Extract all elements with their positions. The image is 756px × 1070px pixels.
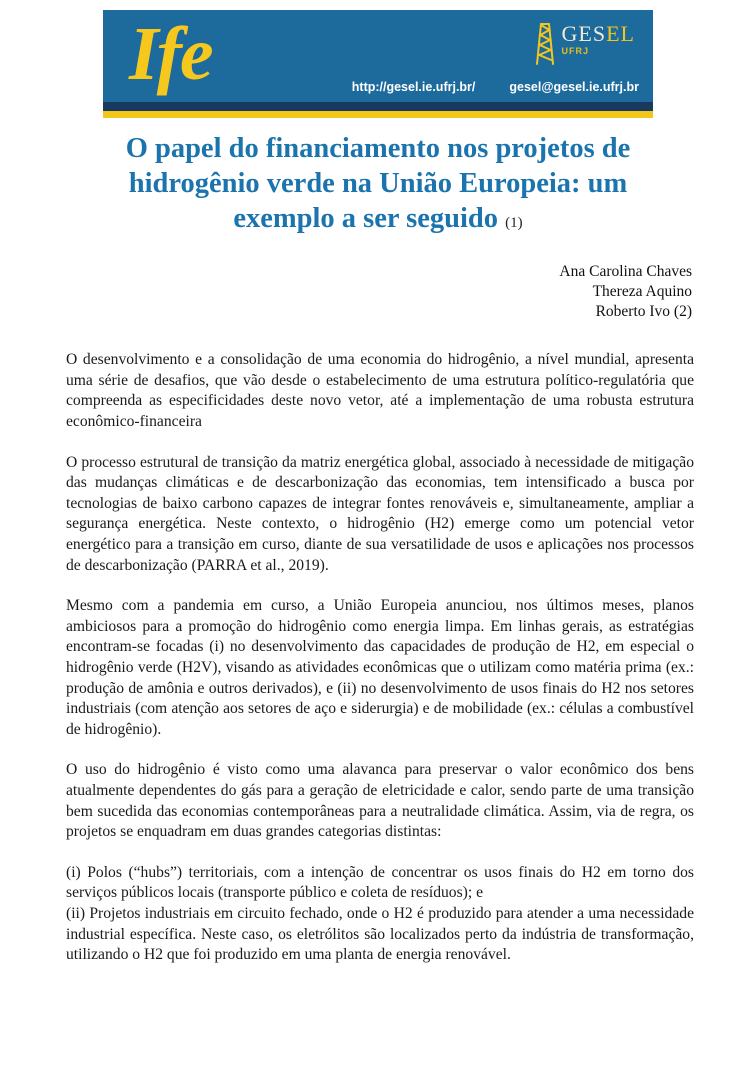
article-title [78, 132, 678, 236]
ife-logo: Ife [129, 12, 212, 96]
article-body [66, 350, 694, 965]
list-item-ii: (ii) Projetos industriais em circuito fechado, onde o H2 é produzido para atender a uma necessidade industrial específica. Neste caso, os eletrólitos são localizados perto da indústria de transformação, utilizando o H2 que foi produzido em uma planta de energia renovável. [66, 904, 694, 964]
page-header [0, 10, 756, 118]
list-item-i: (i) Polos (“hubs”) territoriais, com a intenção de concentrar os usos finais do H2 em torno dos serviços públicos locais (transporte público e coleta de resíduos); e [66, 863, 694, 902]
gesel-name [562, 22, 635, 46]
paragraph-1: O desenvolvimento e a consolidação de uma economia do hidrogênio, a nível mundial, apresenta uma série de desafios, que vão desde o estabelecimento de uma estrutura político-regulatória que compreenda as especificidades deste novo vetor, até a implementação de uma robusta estrutura econômico-financeira [66, 351, 694, 431]
authors-block [0, 262, 692, 322]
author-name: Thereza Aquino [592, 283, 692, 301]
author-name: Roberto Ivo (2) [595, 303, 692, 321]
gold-divider [103, 111, 653, 118]
ife-banner [103, 10, 653, 111]
email-link[interactable]: gesel@gesel.ie.ufrj.br [509, 80, 639, 94]
title-footnote-marker: (1) [505, 214, 523, 231]
header-links [103, 80, 639, 94]
gesel-name-part2: EL [606, 21, 635, 46]
gesel-logo [534, 22, 635, 66]
article-title-text: O papel do financiamento nos projetos de hidrogênio verde na União Europeia: um exemplo a ser seguido [125, 133, 631, 234]
author-name: Ana Carolina Chaves [559, 263, 692, 281]
paragraph-4: O uso do hidrogênio é visto como uma alavanca para preservar o valor econômico dos bens atualmente dependentes do gás para a geração de eletricidade e calor, sendo parte de uma transição bem sucedida das economias contemporâneas para a neutralidade climática. Assim, via de regra, os projetos se enquadram em duas grandes categorias distintas: [66, 761, 694, 841]
ufrj-label: UFRJ [561, 46, 590, 56]
paragraph-2: O processo estrutural de transição da matriz energética global, associado à necessidade de mitigação das mudanças climáticas e de descarbonização das economias, tem intensificado a busca por tecnologias de baixo carbono capazes de integrar fontes renováveis e, simultaneamente, ampliar a segurança energética. Neste contexto, o hidrogênio (H2) emerge como um potencial vetor energético para a transição em curso, diante de sua versatilidade de usos e aplicações nos processos de descarbonização (PARRA et al., 2019). [66, 453, 694, 574]
gesel-name-part1: GES [561, 21, 607, 46]
website-link[interactable]: http://gesel.ie.ufrj.br/ [351, 80, 476, 94]
paragraph-3: Mesmo com a pandemia em curso, a União Europeia anunciou, nos últimos meses, planos ambiciosos para a promoção do hidrogênio como energia limpa. Em linhas gerais, as estratégias encontram-se focadas (i) no desenvolvimento das capacidades de produção de H2, em especial o hidrogênio verde (H2V), visando as atividades econômicas que o utilizam como matéria prima (ex.: produção de amônia e outros derivados), e (ii) no desenvolvimento de usos finais do H2 nos setores industriais (com atenção aos setores de aço e siderurgia) e de mobilidade (ex.: células a combustível de hidrogênio). [66, 597, 694, 738]
gesel-wordmark [562, 22, 635, 56]
gesel-tower-icon [534, 22, 556, 66]
